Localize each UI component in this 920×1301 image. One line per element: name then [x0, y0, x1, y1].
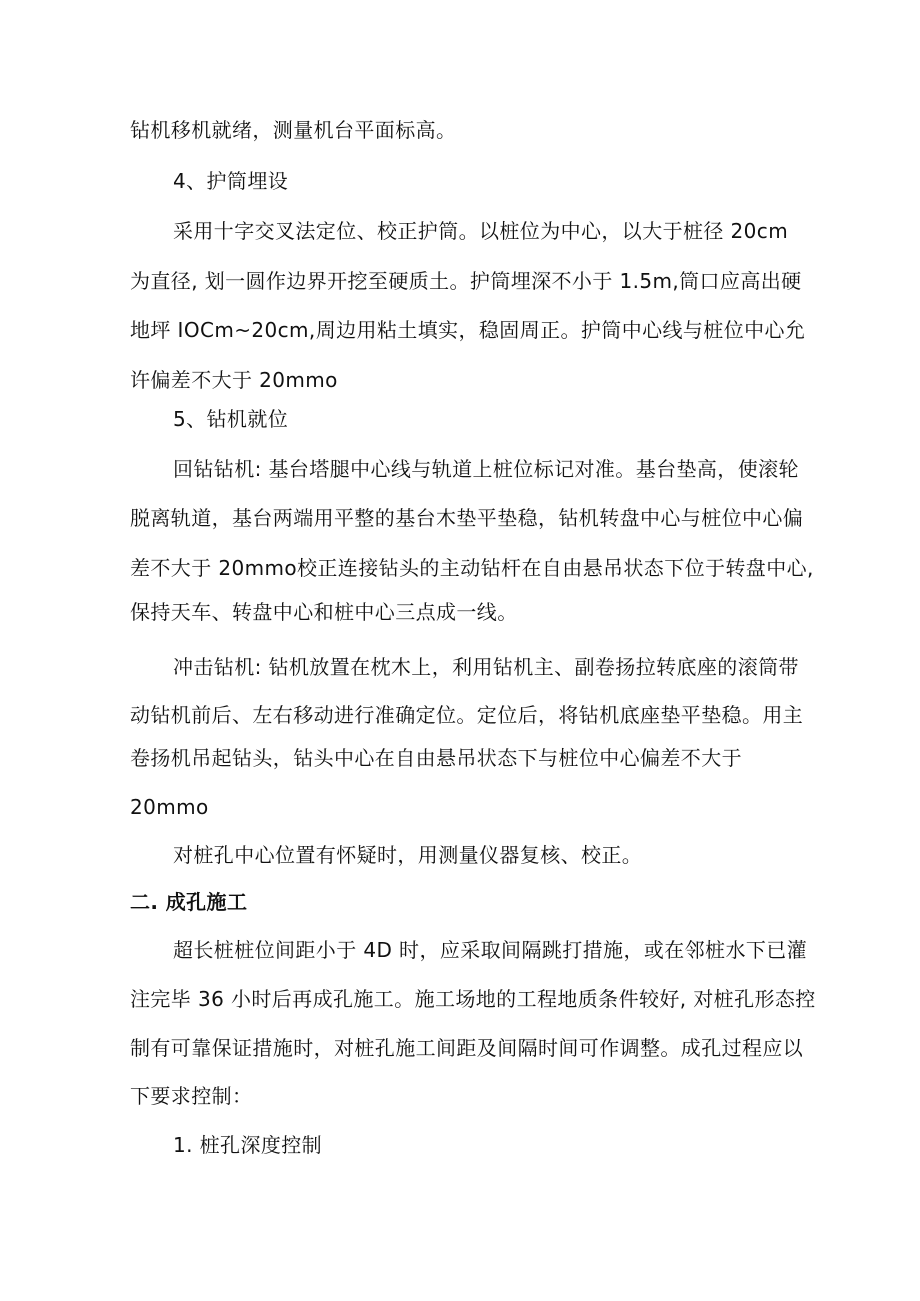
text-line-10: 差不大于 20mmo校正连接钻头的主动钻杆在自由悬吊状态下位于转盘中心, — [130, 556, 814, 580]
text-line-12: 冲击钻机: 钻机放置在枕木上，利用钻机主、副卷扬拉转底座的滚筒带 — [173, 655, 799, 679]
text-line-11: 保持天车、转盘中心和桩中心三点成一线。 — [130, 600, 518, 624]
text-line-19: 注完毕 36 小时后再成孔施工。施工场地的工程地质条件较好, 对桩孔形态控 — [130, 987, 816, 1011]
text-line-15: 20mmo — [130, 795, 209, 819]
text-line-4: 为直径, 划一圆作边界开挖至硬质土。护筒埋深不小于 1.5m,筒口应高出硬 — [130, 269, 802, 293]
text-line-20: 制有可靠保证措施时，对桩孔施工间距及间隔时间可作调整。成孔过程应以 — [130, 1036, 804, 1060]
subheading-1-pile-hole-depth: 1. 桩孔深度控制 — [173, 1133, 323, 1157]
text-line-18: 超长桩桩位间距小于 4D 时，应采取间隔跳打措施，或在邻桩水下已灌 — [173, 938, 808, 962]
text-line-9: 脱离轨道，基台两端用平整的基台木垫平垫稳，钻机转盘中心与桩位中心偏 — [130, 506, 804, 530]
text-line-14: 卷扬机吊起钻头，钻头中心在自由悬吊状态下与桩位中心偏差不大于 — [130, 746, 742, 770]
text-line-1: 钻机移机就绪，测量机台平面标高。 — [130, 118, 457, 142]
text-line-21: 下要求控制： — [130, 1084, 253, 1108]
text-line-8: 回钻钻机: 基台塔腿中心线与轨道上桩位标记对准。基台垫高，使滚轮 — [173, 457, 799, 481]
text-line-3: 采用十字交叉法定位、校正护筒。以桩位为中心，以大于桩径 20cm — [173, 219, 789, 243]
text-line-5: 地坪 IOCm~20cm,周边用粘土填实，稳固周正。护筒中心线与桩位中心允 — [130, 318, 806, 342]
text-line-13: 动钻机前后、左右移动进行准确定位。定位后，将钻机底座垫平垫稳。用主 — [130, 703, 804, 727]
subheading-4-casing-installation: 4、护筒埋设 — [173, 169, 289, 193]
text-line-6: 许偏差不大于 20mmo — [130, 368, 338, 392]
section-heading-2-hole-forming: 二. 成孔施工 — [130, 890, 248, 914]
subheading-5-rig-positioning: 5、钻机就位 — [173, 407, 289, 431]
text-line-16: 对桩孔中心位置有怀疑时，用测量仪器复核、校正。 — [173, 843, 643, 867]
